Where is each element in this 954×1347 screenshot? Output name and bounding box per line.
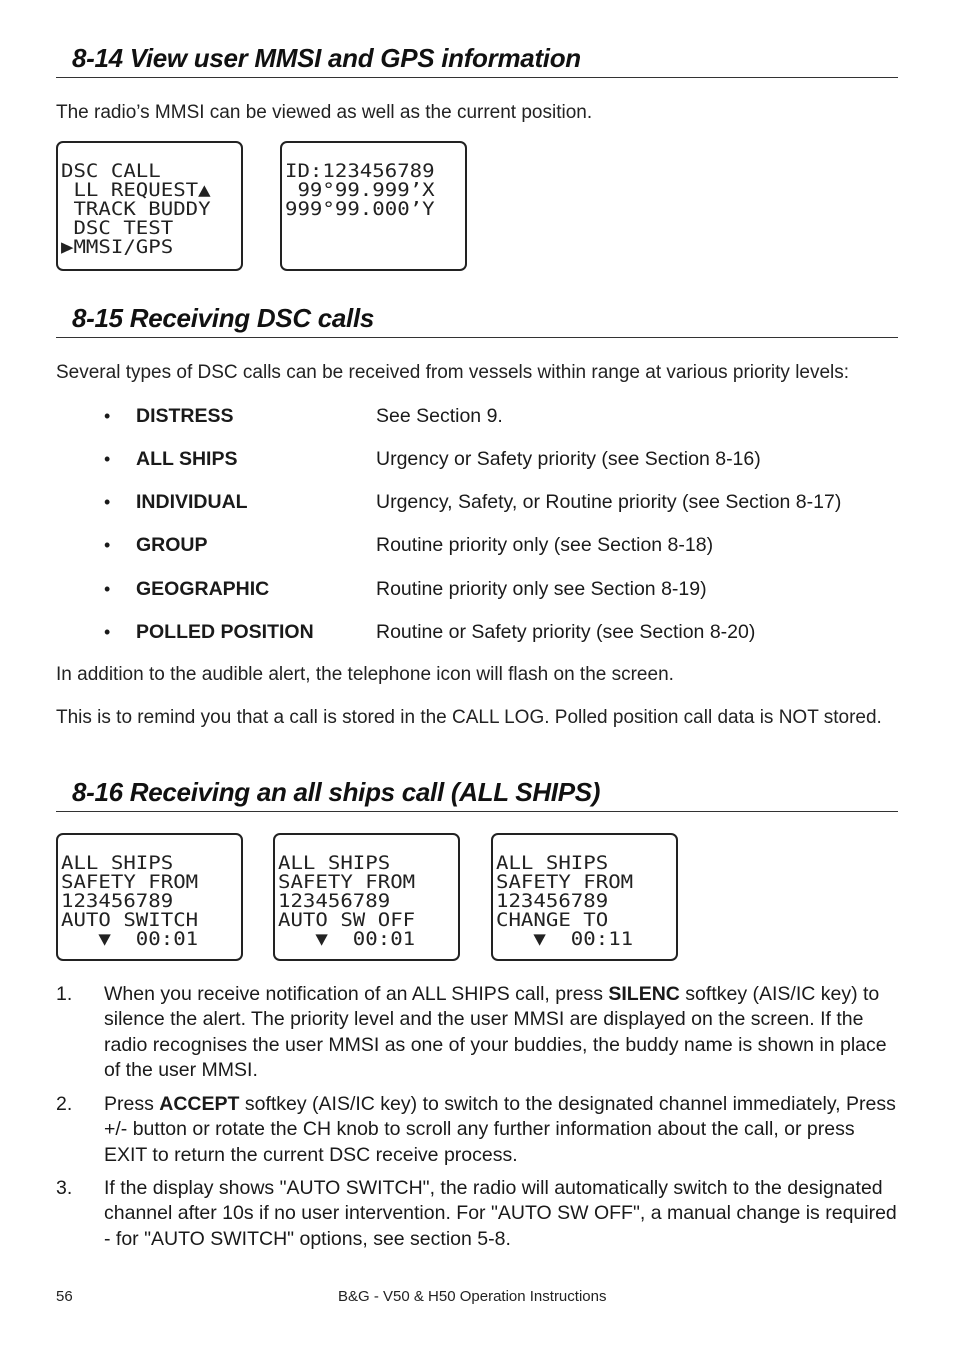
list-item-term: INDIVIDUAL	[136, 491, 248, 513]
list-item-term: POLLED POSITION	[136, 621, 314, 643]
step-number: 2.	[56, 1093, 73, 1115]
list-item-desc: Routine priority only see Section 8-19)	[376, 578, 707, 600]
lcd-mmsi-gps	[280, 141, 467, 271]
bullet: •	[104, 492, 111, 512]
page-number: 56	[56, 1288, 73, 1305]
lcd-line: 123456789	[278, 890, 391, 912]
lcd-all-ships-change-to	[491, 833, 678, 961]
lcd-all-ships-auto-switch	[56, 833, 243, 961]
section-title-8-16: 8-16 Receiving an all ships call (ALL SHIPS)	[72, 777, 601, 807]
section-rule	[56, 811, 898, 812]
lcd-line: 123456789	[61, 890, 174, 912]
lcd-line: ▼ 00:01	[278, 928, 416, 950]
lcd-line: TRACK BUDDY	[61, 198, 211, 220]
list-item-desc: Urgency or Safety priority (see Section 8-16)	[376, 448, 761, 470]
lcd-line: AUTO SWITCH	[61, 909, 199, 931]
lcd-line: DSC CALL	[61, 160, 161, 182]
lcd-line: ALL SHIPS	[278, 852, 391, 874]
list-item-term: GROUP	[136, 534, 208, 556]
softkey-label: ACCEPT	[159, 1093, 240, 1115]
softkey-label: SILENC	[608, 983, 680, 1005]
dsc-intro-text: Several types of DSC calls can be received from vessels within range at various priority levels:	[56, 362, 850, 383]
step-number: 1.	[56, 983, 73, 1005]
list-item-desc: Routine priority only (see Section 8-18)	[376, 534, 714, 556]
step-number: 3.	[56, 1177, 73, 1199]
list-item-desc: See Section 9.	[376, 405, 503, 427]
lcd-line: ▼ 00:01	[61, 928, 199, 950]
list-item-term: GEOGRAPHIC	[136, 578, 270, 600]
bullet: •	[104, 535, 111, 555]
step-text: If the display shows "AUTO SWITCH", the radio will automatically switch to the designated channel after 10s if no user intervention. For "AUTO SW OFF", a manual change is required - for "AUTO SWITCH" options, see section 5-8.	[104, 1177, 897, 1250]
lcd-line: ID:123456789	[285, 160, 435, 182]
section-title-8-15: 8-15 Receiving DSC calls	[72, 303, 375, 333]
step-text: When you receive notification of an ALL SHIPS call, press SILENC softkey (AIS/IC key) to silence the alert. The priority level and the user MMSI are displayed on the screen. If the radio recognises the user MMSI as one of your buddies, the buddy name is shown in place of the user MMSI.	[104, 983, 887, 1081]
lcd-line: ALL SHIPS	[496, 852, 609, 874]
lcd-line: SAFETY FROM	[278, 871, 416, 893]
lcd-line: SAFETY FROM	[61, 871, 199, 893]
list-item-desc: Routine or Safety priority (see Section 8-20)	[376, 621, 756, 643]
lcd-line: DSC TEST	[61, 217, 174, 239]
list-item-desc: Urgency, Safety, or Routine priority (see Section 8-17)	[376, 491, 842, 513]
mmsi-intro-text: The radio’s MMSI can be viewed as well as the current position.	[56, 102, 593, 123]
lcd-line: CHANGE TO	[496, 909, 609, 931]
lcd-line: ▼ 00:11	[496, 928, 634, 950]
lcd-line: AUTO SW OFF	[278, 909, 416, 931]
lcd-line: ▶MMSI/GPS	[61, 236, 174, 258]
section-rule	[56, 337, 898, 338]
section-title-8-14: 8-14 View user MMSI and GPS information	[72, 43, 581, 73]
lcd-dsc-call-menu	[56, 141, 243, 271]
list-item-term: ALL SHIPS	[136, 448, 238, 470]
list-item-term: DISTRESS	[136, 405, 234, 427]
lcd-line: SAFETY FROM	[496, 871, 634, 893]
bullet: •	[104, 579, 111, 599]
footer-title: B&G - V50 & H50 Operation Instructions	[338, 1288, 607, 1305]
lcd-line: ALL SHIPS	[61, 852, 174, 874]
lcd-line: LL REQUEST▲	[61, 179, 211, 201]
bullet: •	[104, 406, 111, 426]
lcd-all-ships-auto-sw-off	[273, 833, 460, 961]
bullet: •	[104, 449, 111, 469]
lcd-line: 99°99.999’X	[285, 179, 435, 201]
section-rule	[56, 77, 898, 78]
audible-alert-note: In addition to the audible alert, the telephone icon will flash on the screen.	[56, 664, 674, 685]
call-log-note: This is to remind you that a call is stored in the CALL LOG. Polled position call data is NOT stored.	[56, 707, 882, 728]
step-text: Press ACCEPT softkey (AIS/IC key) to switch to the designated channel immediately, Press +/- button or rotate the CH knob to scroll any further information about the call, or press EXIT to return the current DSC receive process.	[104, 1093, 896, 1166]
lcd-line: 123456789	[496, 890, 609, 912]
bullet: •	[104, 622, 111, 642]
lcd-line: 999°99.000’Y	[285, 198, 435, 220]
